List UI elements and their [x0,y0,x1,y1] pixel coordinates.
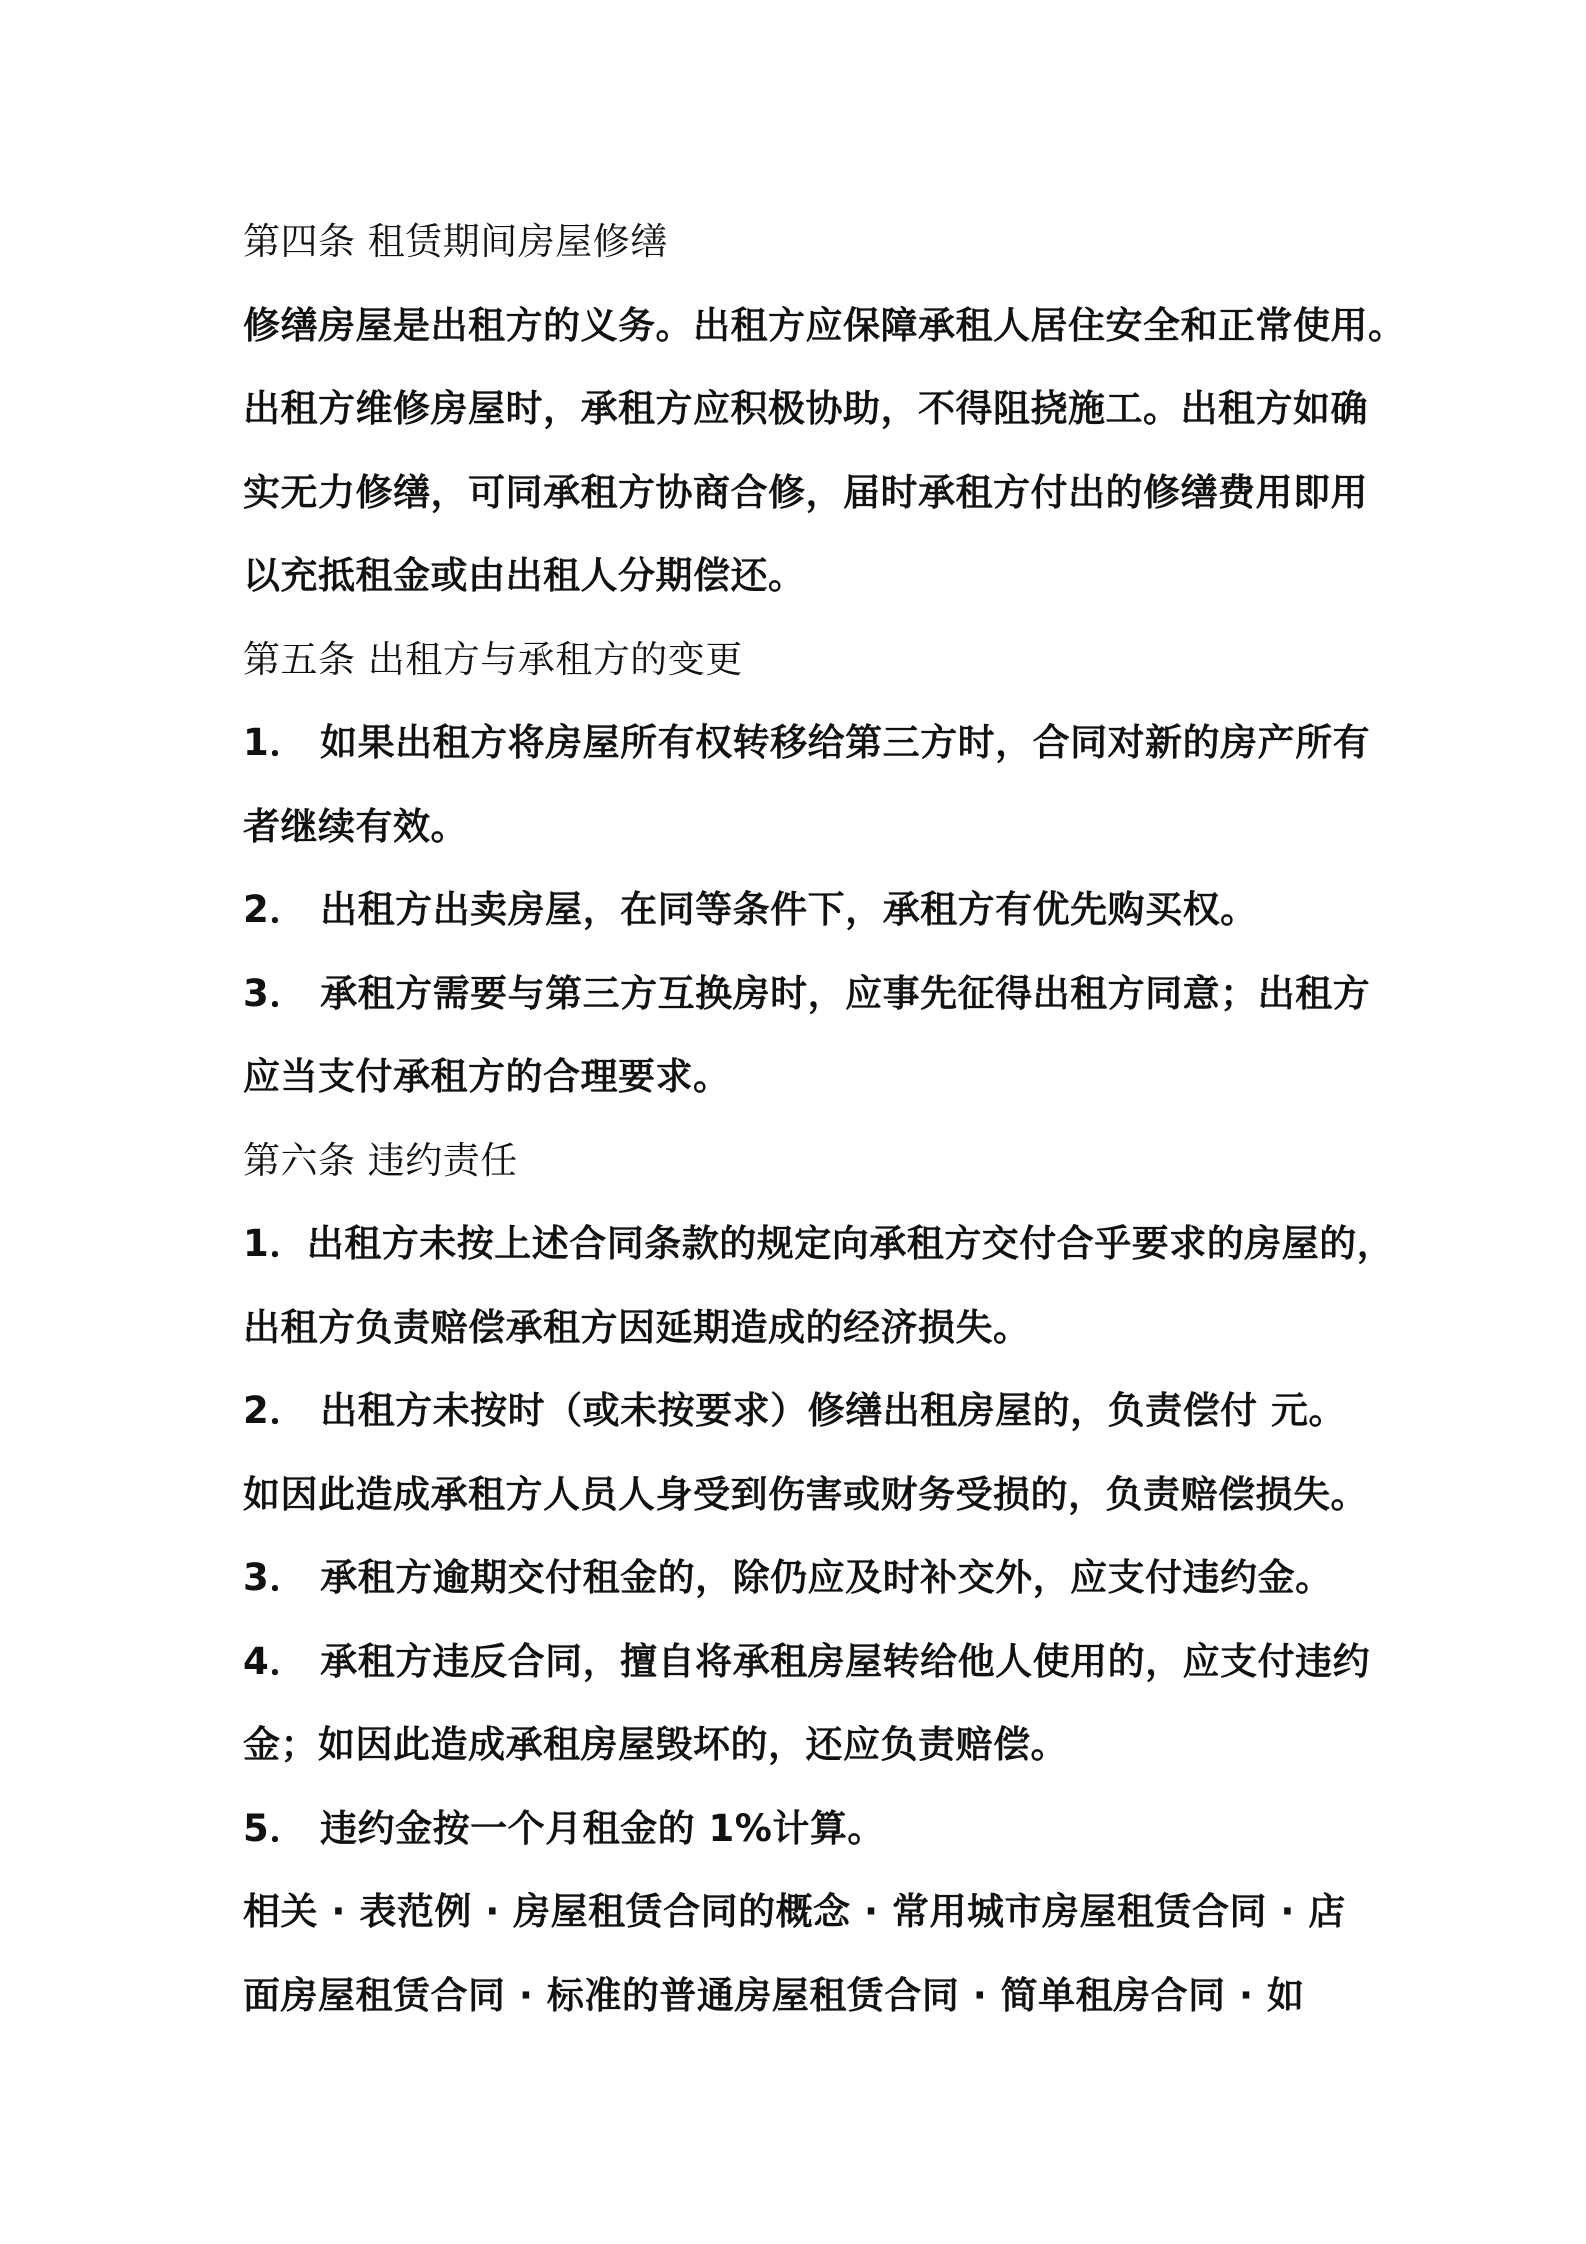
article-4-heading: 第四条 租赁期间房屋修缮 [243,220,668,263]
article-5-item-1-line-2: 者继续有效。 [243,804,468,848]
article-6-item-5: 5． 违约金按一个月租金的 1%计算。 [243,1806,885,1850]
article-5-item-3-line-1: 3． 承租方需要与第三方互换房时，应事先征得出租方同意；出租方 [243,971,1371,1015]
article-6-item-2-line-2: 如因此造成承租方人员人身受到伤害或财务受损的，负责赔偿损失。 [243,1472,1368,1516]
article-5-item-3-line-2: 应当支付承租方的合理要求。 [243,1055,731,1098]
article-6-item-1-line-1: 1．出租方未按上述合同条款的规定向承租方交付合乎要求的房屋的， [243,1222,1395,1265]
article-5-item-1-line-1: 1． 如果出租方将房屋所有权转移给第三方时，合同对新的房产所有 [243,721,1371,764]
article-4-text-line-1: 修缮房屋是出租方的义务。出租方应保障承租人居住安全和正常使用。 [243,303,1406,347]
article-4-text-line-2: 出租方维修房屋时，承租方应积极协助，不得阻挠施工。出租方如确 [243,387,1368,430]
related-links-line-2: 面房屋租赁合同 · 标准的普通房屋租赁合同 · 简单租房合同 · 如 [243,1973,1305,2017]
document-body [243,200,1406,2037]
article-4-text-line-3: 实无力修缮，可同承租方协商合修，届时承租方付出的修缮费用即用 [243,470,1368,514]
article-5-heading: 第五条 出租方与承租方的变更 [243,637,743,681]
article-6-item-3: 3． 承租方逾期交付租金的，除仍应及时补交外，应支付违约金。 [243,1556,1333,1599]
related-links-line-1: 相关 · 表范例 · 房屋租赁合同的概念 · 常用城市房屋租赁合同 · 店 [243,1890,1346,1933]
article-6-heading: 第六条 违约责任 [243,1138,518,1182]
article-6-item-4-line-1: 4． 承租方违反合同，擅自将承租房屋转给他人使用的，应支付违约 [243,1639,1371,1683]
article-5-item-2: 2． 出租方出卖房屋，在同等条件下，承租方有优先购买权。 [243,888,1258,931]
article-6-item-1-line-2: 出租方负责赔偿承租方因延期造成的经济损失。 [243,1305,1031,1349]
article-4-text-line-4: 以充抵租金或由出租人分期偿还。 [243,554,806,597]
article-6-item-2-line-1: 2． 出租方未按时（或未按要求）修缮出租房屋的，负责偿付 元。 [243,1389,1347,1432]
article-6-item-4-line-2: 金；如因此造成承租房屋毁坏的，还应负责赔偿。 [243,1723,1068,1766]
